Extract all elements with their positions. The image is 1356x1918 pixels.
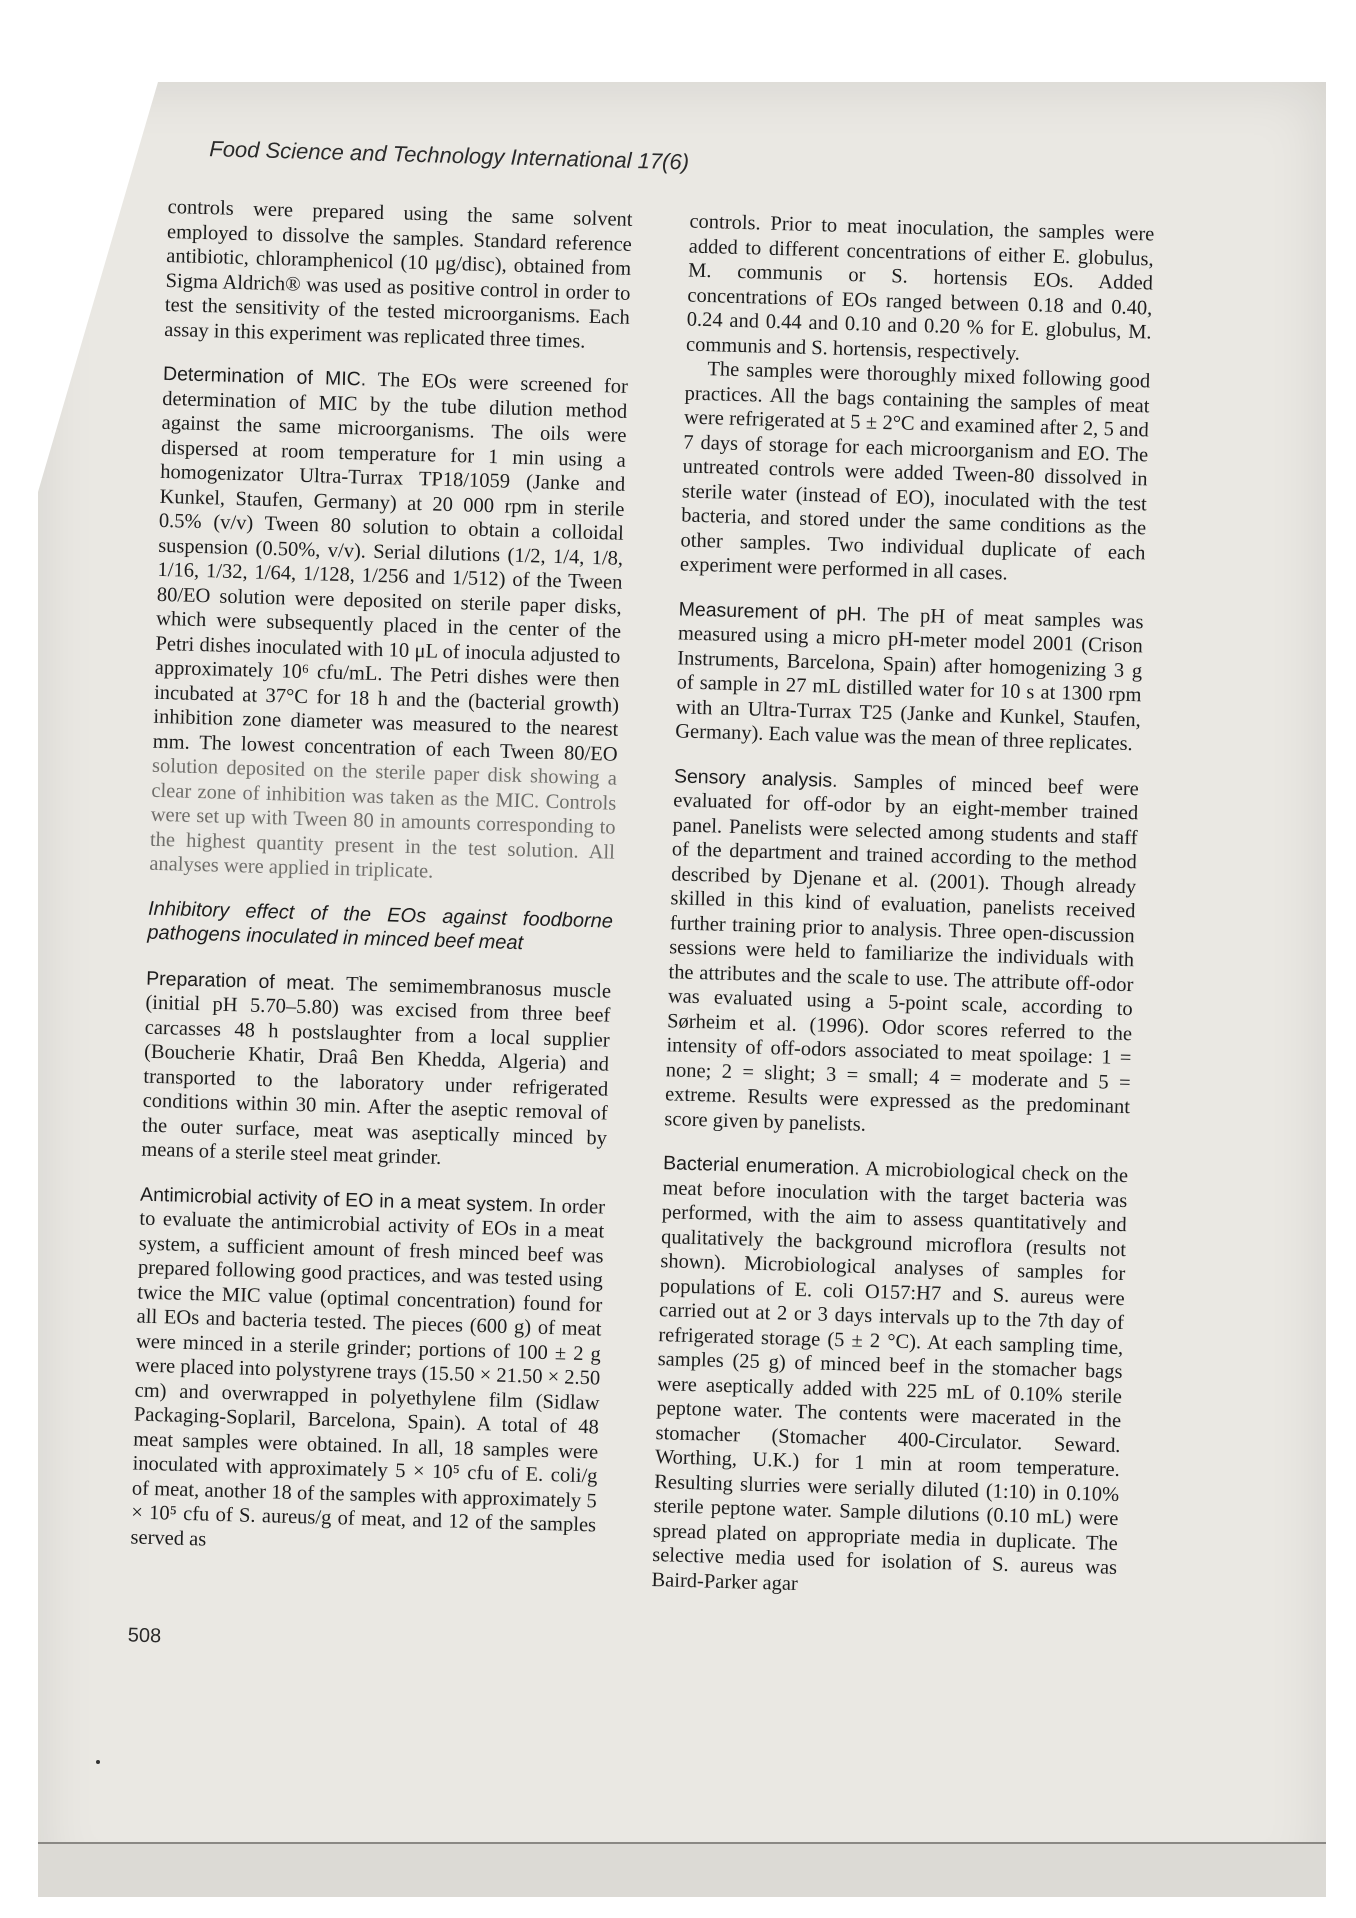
paragraph-mic-faded: solution deposited on the sterile paper disk showing a clear zone of inhibition was taken as the MIC. Controls were set up with Tween 80 in amounts corresponding to the highest quantity present in the test solution. All analyses were applied in triplicate. — [149, 754, 618, 883]
heading-ph: Measurement of pH. — [678, 597, 868, 626]
scan-speck — [96, 1760, 100, 1764]
paragraph-controls: controls were prepared using the same solvent employed to dissolve the samples. Standard reference antibiotic, chloramphenicol (10 μg/disc), obtained from Sigma Aldrich® was used as positive control in order to test the sensitivity of the tested microorganisms. Each assay in this experiment was replicated three times. — [163, 195, 633, 353]
folded-corner — [38, 82, 158, 492]
paragraph-bacterial-text: A microbiological check on the meat before inoculation with the target bacteria was performed, with the aim to assess quantitatively and qualitatively the background microflora (results not shown). Microbiological analyses of samples for populations of E. coli O157:H7 and S. aureus were carried out at 2 or 3 days intervals up to the 7th day of refrigerated storage (5 ± 2 °C). At each sampling time, samples (25 g) of minced beef in the stomacher bags were aseptically added with 225 mL of 0.10% sterile peptone water. The contents were macerated in the stomacher (Stomacher 400-Circulator. Seward. Worthing, U.K.) for 1 min at room temperature. Resulting slurries were serially diluted (1:10) in 0.10% sterile peptone water. Sample dilutions (0.10 mL) were spread plated on appropriate media in duplicate. The selective media used for isolation of S. aureus was Baird-Parker agar — [651, 1157, 1129, 1595]
left-column — [130, 195, 633, 1582]
heading-mic: Determination of MIC. — [162, 362, 367, 391]
paragraph-storage: The samples were thoroughly mixed following good practices. All the bags containing the samples of meat were refrigerated at 5 ± 2°C and examined after 2, 5 and 7 days of storage for each microorganism and EO. The untreated controls were added Tween-80 dissolved in sterile water (instead of EO), inoculated with the test bacteria, and stored under the same conditions as the other samples. Two individual duplicate of each experiment were performed in all cases. — [679, 358, 1151, 585]
section-title: Inhibitory effect of the EOs against foodborne pathogens inoculated in minced beef meat — [147, 897, 614, 954]
heading-bacterial: Bacterial enumeration. — [662, 1152, 860, 1180]
heading-meat-prep: Preparation of meat. — [145, 967, 336, 995]
right-column — [651, 210, 1155, 1625]
paragraph-meat-prep — [141, 966, 611, 1175]
paragraph-ph — [675, 597, 1144, 757]
paragraph-inoculation: controls. Prior to meat inoculation, the samples were added to different concentrations of either E. globulus, M. communis or S. hortensis EOs. Added concentrations of EOs ranged between 0.18 and 0.40, 0.24 and 0.44 and 0.10 and 0.20 % for E. globulus, M. communis and S. hortensis, respectively. — [685, 210, 1155, 365]
running-head: Food Science and Technology International 17(6) — [209, 136, 690, 175]
heading-sensory: Sensory analysis. — [673, 764, 838, 792]
paragraph-bacterial — [651, 1151, 1128, 1605]
journal-page — [123, 125, 1210, 1853]
paragraph-sensory-text: Samples of minced beef were evaluated for off-odor by an eight-member trained panel. Panelists were selected among students and staff of the department and trained according to the method described by Djenane et al. (2001). Though already skilled in this kind of evaluation, panelists received further training prior to analysis. Three open-discussion sessions were held to familiarize the individuals with the attributes and the scale to use. The attribute off-odor was evaluated using a 5-point scale, according to Sørheim et al. (1996). Odor scores referred to the intensity of off-odors associated to meat spoilage: 1 = none; 2 = slight; 3 = small; 4 = moderate and 5 = extreme. Results were expressed as the predominant score given by panelists. — [664, 769, 1140, 1136]
paragraph-mic — [149, 362, 628, 889]
paragraph-sensory — [664, 764, 1139, 1144]
paragraph-meat-prep-text: The semimembranosus muscle (initial pH 5.70–5.80) was excised from three beef carcasses 48 h postslaughter from a local supplier (Boucherie Khatir, Draâ Ben Khedda, Algeria) and transported to the laboratory under refrigerated conditions within 30 min. After the aseptic removal of the outer surface, meat was aseptically minced by means of a sterile steel meat grinder. — [141, 972, 612, 1169]
heading-antimicrobial: Antimicrobial activity of EO in a meat system. — [139, 1183, 534, 1217]
paragraph-ph-text: The pH of meat samples was measured using a micro pH-meter model 2001 (Crison Instruments, Barcelona, Spain) after homogenizing 3 g of sample in 27 mL distilled water for 10 s at 1300 rpm with an Ultra-Turrax T25 (Janke and Kunkel, Staufen, Germany). Each value was the mean of three replicates. — [674, 603, 1144, 756]
paragraph-antimicrobial-text: In order to evaluate the antimicrobial activity of EOs in a meat system, a sufficient amount of fresh minced beef was prepared following good practices, and was tested using twice the MIC value (optimal concentration) found for all EOs and bacteria tested. The pieces (600 g) of meat were minced in a sterile grinder; portions of 100 ± 2 g were placed into polystyrene trays (15.50 × 21.50 × 2.50 cm) and overwrapped in polyethylene film (Sidlaw Packaging-Soplaril, Barcelona, Spain). A total of 48 meat samples were obtained. In all, 18 samples were inoculated with approximately 5 × 10⁵ cfu of E. coli/g of meat, another 18 of the samples with approximately 5 × 10⁵ cfu of S. aureus/g of meat, and 12 of the samples served as — [130, 1194, 606, 1551]
page-number: 508 — [127, 1624, 162, 1648]
paragraph-mic-text: The EOs were screened for determination of MIC by the tube dilution method against the same microorganisms. The oils were dispersed at room temperature for 1 min using a homogenizator Ultra-Turrax TP18/1059 (Janke and Kunkel, Staufen, Germany) at 20 000 rpm in sterile 0.5% (v/v) Tween 80 solution to obtain a colloidal suspension (0.50%, v/v). Serial dilutions (1/2, 1/4, 1/8, 1/16, 1/32, 1/64, 1/128, 1/256 and 1/512) of the Tween 80/EO solution were deposited on sterile paper disks, which were subsequently placed in the center of the Petri dishes inoculated with 10 μL of inocula adjusted to approximately 10⁶ cfu/mL. The Petri dishes were then incubated at 37°C for 18 h and the (bacterial growth) inhibition zone diameter was measured to the nearest mm. The lowest concentration of each Tween 80/EO — [152, 368, 629, 766]
paragraph-antimicrobial — [130, 1182, 605, 1562]
